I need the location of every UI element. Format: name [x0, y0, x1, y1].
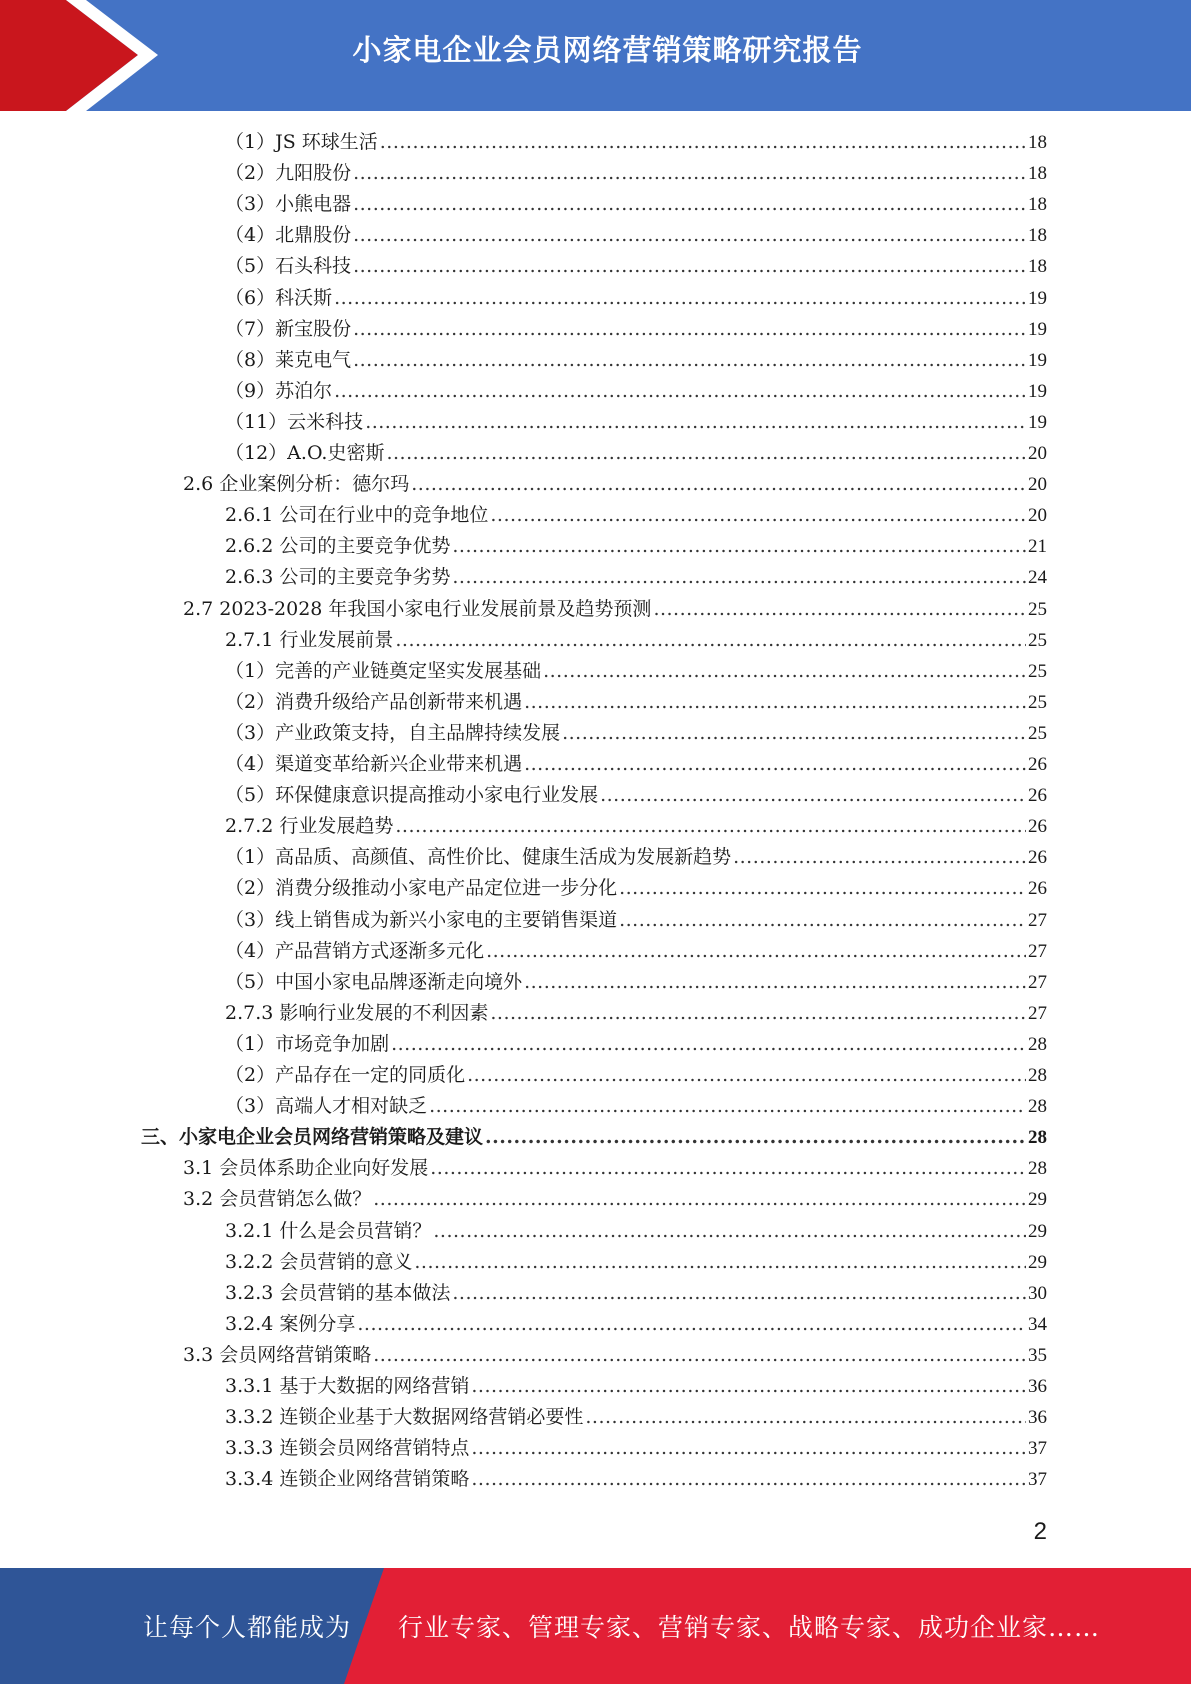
toc-entry[interactable]	[225, 1309, 1047, 1340]
footer-slogan-right: 行业专家、管理专家、营销专家、战略专家、成功企业家……	[398, 1613, 1101, 1642]
toc-entry-title: 2.7.1 行业发展前景	[225, 628, 394, 651]
toc-entry-title: （1）完善的产业链奠定坚实发展基础	[225, 659, 542, 682]
toc-entry-page: 28	[1028, 1127, 1047, 1149]
toc-entry-page: 18	[1028, 194, 1047, 216]
toc-entry[interactable]	[225, 842, 1047, 873]
toc-entry[interactable]	[225, 718, 1047, 749]
toc-entry-title: （9）苏泊尔	[225, 379, 333, 402]
toc-entry-title: （3）高端人才相对缺乏	[225, 1095, 428, 1118]
toc-dot-leader	[430, 1153, 1026, 1184]
toc-entry[interactable]	[225, 873, 1047, 904]
toc-entry[interactable]	[225, 905, 1047, 936]
toc-dot-leader	[429, 1091, 1026, 1122]
toc-dot-leader	[452, 1278, 1026, 1309]
toc-entry-page: 37	[1028, 1469, 1047, 1491]
toc-entry-page: 25	[1028, 691, 1047, 713]
toc-dot-leader	[373, 1340, 1026, 1371]
toc-entry-page: 37	[1028, 1438, 1047, 1460]
toc-entry-page: 20	[1028, 505, 1047, 527]
toc-dot-leader	[386, 438, 1026, 469]
toc-entry-page: 18	[1028, 225, 1047, 247]
toc-dot-leader	[353, 220, 1026, 251]
toc-dot-leader	[414, 1247, 1026, 1278]
toc-entry-title: 2.6.2 公司的主要竞争优势	[225, 535, 451, 558]
toc-entry-page: 36	[1028, 1376, 1047, 1397]
page-footer	[0, 1568, 1191, 1684]
toc-entry-page: 25	[1028, 660, 1047, 682]
toc-entry-title: （5）中国小家电品牌逐渐走向境外	[225, 970, 523, 993]
toc-entry[interactable]	[183, 594, 1047, 625]
toc-entry[interactable]	[225, 749, 1047, 780]
toc-entry[interactable]	[225, 407, 1047, 438]
toc-entry-title: （12）A.O.史密斯	[225, 442, 385, 464]
toc-entry-page: 18	[1028, 132, 1047, 153]
toc-dot-leader	[524, 687, 1026, 718]
toc-dot-leader	[353, 345, 1026, 376]
toc-entry[interactable]	[225, 1464, 1047, 1495]
toc-entry-title: 3.2.4 案例分享	[225, 1312, 356, 1335]
toc-dot-leader	[433, 1216, 1026, 1247]
toc-entry-title: 2.6 企业案例分析：德尔玛	[183, 473, 410, 496]
toc-dot-leader	[471, 1371, 1026, 1402]
toc-entry-page: 19	[1028, 318, 1047, 340]
toc-dot-leader	[619, 905, 1026, 936]
toc-entry-title: （7）新宝股份	[225, 317, 352, 340]
toc-dot-leader	[373, 1184, 1026, 1215]
toc-dot-leader	[733, 842, 1026, 873]
toc-entry-title: （4）产品营销方式逐渐多元化	[225, 939, 485, 962]
toc-entry-page: 20	[1028, 474, 1047, 496]
toc-entry-page: 25	[1028, 722, 1047, 744]
toc-entry[interactable]	[225, 189, 1047, 220]
toc-entry-page: 19	[1028, 287, 1047, 309]
toc-dot-leader	[353, 158, 1026, 189]
toc-dot-leader	[334, 376, 1026, 407]
toc-entry-page: 28	[1028, 1158, 1047, 1180]
toc-entry-page: 18	[1028, 256, 1047, 278]
toc-dot-leader	[353, 189, 1026, 220]
toc-entry-title: （1）JS 环球生活	[225, 131, 378, 153]
toc-entry-title: （4）北鼎股份	[225, 224, 352, 247]
toc-dot-leader	[543, 656, 1026, 687]
toc-dot-leader	[600, 780, 1026, 811]
page-header	[0, 0, 1191, 111]
toc-entry[interactable]	[225, 936, 1047, 967]
toc-entry-page: 29	[1028, 1220, 1047, 1242]
toc-entry[interactable]	[183, 469, 1047, 500]
toc-entry-page: 26	[1028, 816, 1047, 838]
toc-dot-leader	[653, 594, 1026, 625]
toc-entry[interactable]	[225, 345, 1047, 376]
toc-dot-leader	[357, 1309, 1026, 1340]
toc-entry[interactable]	[225, 998, 1047, 1029]
toc-entry-page: 25	[1028, 629, 1047, 651]
toc-entry-page: 26	[1028, 878, 1047, 900]
toc-entry-page: 30	[1028, 1282, 1047, 1304]
toc-dot-leader	[490, 500, 1026, 531]
toc-entry-title: 2.6.3 公司的主要竞争劣势	[225, 566, 451, 589]
toc-entry[interactable]	[225, 687, 1047, 718]
toc-entry-title: 3.3.4 连锁企业网络营销策略	[225, 1468, 470, 1491]
toc-dot-leader	[353, 251, 1026, 282]
toc-dot-leader	[471, 1464, 1026, 1495]
toc-entry-page: 18	[1028, 163, 1047, 185]
toc-entry-title: 2.6.1 公司在行业中的竞争地位	[225, 504, 489, 527]
toc-entry-page: 26	[1028, 847, 1047, 869]
toc-entry-title: 2.7.2 行业发展趋势	[225, 815, 394, 838]
toc-entry-page: 27	[1028, 1002, 1047, 1024]
toc-entry[interactable]	[225, 1216, 1047, 1247]
toc-entry-page: 27	[1028, 909, 1047, 931]
toc-dot-leader	[585, 1402, 1026, 1433]
toc-entry-title: （6）科沃斯	[225, 286, 333, 309]
toc-entry-page: 29	[1028, 1251, 1047, 1273]
toc-entry-page: 26	[1028, 785, 1047, 807]
toc-entry-page: 19	[1028, 380, 1047, 402]
toc-entry[interactable]	[183, 1184, 1047, 1215]
toc-entry-page: 34	[1028, 1313, 1047, 1335]
toc-entry[interactable]	[225, 251, 1047, 282]
toc-entry-page: 19	[1028, 349, 1047, 371]
toc-entry[interactable]	[225, 1278, 1047, 1309]
toc-entry-page: 28	[1028, 1096, 1047, 1118]
toc-dot-leader	[467, 1060, 1026, 1091]
toc-entry[interactable]	[225, 967, 1047, 998]
toc-entry-title: 3.2.2 会员营销的意义	[225, 1250, 413, 1273]
toc-entry[interactable]	[225, 1247, 1047, 1278]
toc-entry-title: （2）产品存在一定的同质化	[225, 1064, 466, 1086]
toc-dot-leader	[365, 407, 1026, 438]
toc-entry-title: 3.2.3 会员营销的基本做法	[225, 1281, 451, 1304]
page-number: 2	[1033, 1518, 1047, 1545]
toc-entry-page: 21	[1028, 536, 1047, 558]
toc-entry[interactable]	[225, 1029, 1047, 1060]
toc-entry[interactable]	[225, 500, 1047, 531]
document-title: 小家电企业会员网络营销策略研究报告	[352, 33, 863, 67]
toc-entry-title: 3.2.1 什么是会员营销？	[225, 1219, 432, 1242]
toc-entry[interactable]	[225, 531, 1047, 562]
toc-entry[interactable]	[225, 1402, 1047, 1433]
toc-entry-page: 28	[1028, 1033, 1047, 1055]
toc-entry-page: 27	[1028, 940, 1047, 962]
toc-entry-page: 25	[1028, 598, 1047, 620]
toc-entry-title: （3）产业政策支持，自主品牌持续发展	[225, 721, 561, 744]
toc-dot-leader	[524, 967, 1026, 998]
toc-dot-leader	[524, 749, 1026, 780]
toc-entry-page: 36	[1028, 1407, 1047, 1429]
toc-entry-page: 28	[1028, 1065, 1047, 1086]
toc-dot-leader	[486, 936, 1026, 967]
toc-entry-page: 26	[1028, 754, 1047, 775]
toc-dot-leader	[334, 283, 1026, 314]
toc-entry-title: （8）莱克电气	[225, 348, 352, 371]
toc-entry-title: 3.3.2 连锁企业基于大数据网络营销必要性	[225, 1406, 584, 1429]
toc-dot-leader	[411, 469, 1026, 500]
toc-entry-title: 3.3.3 连锁会员网络营销特点	[225, 1437, 470, 1460]
toc-entry-page: 35	[1028, 1344, 1047, 1366]
toc-entry[interactable]	[225, 1371, 1047, 1402]
toc-entry-title: 三、小家电企业会员网络营销策略及建议	[141, 1126, 484, 1149]
toc-entry[interactable]	[225, 562, 1047, 593]
toc-dot-leader	[562, 718, 1026, 749]
footer-slogan-left: 让每个人都能成为	[143, 1613, 352, 1642]
toc-entry-title: （2）消费升级给产品创新带来机遇	[225, 690, 523, 713]
toc-entry-title: （5）石头科技	[225, 255, 352, 278]
toc-dot-leader	[380, 127, 1026, 158]
toc-entry-title: （3）小熊电器	[225, 193, 352, 216]
toc-entry-title: （1）市场竞争加剧	[225, 1032, 390, 1055]
toc-entry[interactable]	[225, 220, 1047, 251]
toc-entry[interactable]	[183, 1153, 1047, 1184]
toc-dot-leader	[452, 562, 1026, 593]
toc-entry-title: （5）环保健康意识提高推动小家电行业发展	[225, 784, 599, 807]
toc-entry[interactable]	[225, 127, 1047, 158]
toc-dot-leader	[485, 1122, 1026, 1153]
toc-entry-title: （2）九阳股份	[225, 162, 352, 185]
toc-entry-title: 3.1 会员体系助企业向好发展	[183, 1157, 429, 1180]
toc-entry-title: （3）线上销售成为新兴小家电的主要销售渠道	[225, 908, 618, 931]
toc-dot-leader	[391, 1029, 1026, 1060]
toc-entry-title: （4）渠道变革给新兴企业带来机遇	[225, 753, 523, 775]
toc-entry-title: 2.7 2023-2028 年我国小家电行业发展前景及趋势预测	[183, 597, 652, 620]
toc-entry[interactable]	[225, 1433, 1047, 1464]
toc-entry[interactable]	[225, 376, 1047, 407]
toc-entry-title: （2）消费分级推动小家电产品定位进一步分化	[225, 877, 618, 900]
toc-dot-leader	[619, 873, 1026, 904]
toc-entry[interactable]	[225, 283, 1047, 314]
toc-entry-title: 2.7.3 影响行业发展的不利因素	[225, 1001, 489, 1024]
toc-entry-page: 19	[1028, 411, 1047, 433]
toc-entry-page: 20	[1028, 443, 1047, 464]
toc-entry-page: 27	[1028, 971, 1047, 993]
toc-entry[interactable]	[183, 1340, 1047, 1371]
toc-entry[interactable]	[225, 1060, 1047, 1091]
toc-entry[interactable]	[141, 1122, 1047, 1153]
toc-entry-page: 24	[1028, 567, 1047, 589]
toc-entry[interactable]	[225, 314, 1047, 345]
toc-entry-title: 3.2 会员营销怎么做？	[183, 1188, 372, 1211]
toc-entry[interactable]	[225, 811, 1047, 842]
toc-entry-page: 29	[1028, 1189, 1047, 1211]
toc-entry[interactable]	[225, 438, 1047, 469]
toc-entry[interactable]	[225, 1091, 1047, 1122]
toc-entry[interactable]	[225, 780, 1047, 811]
toc-entry-title: （1）高品质、高颜值、高性价比、健康生活成为发展新趋势	[225, 846, 732, 869]
toc-entry-title: （11）云米科技	[225, 410, 364, 433]
toc-entry[interactable]	[225, 656, 1047, 687]
toc-dot-leader	[471, 1433, 1026, 1464]
toc-entry[interactable]	[225, 158, 1047, 189]
toc-entry-title: 3.3.1 基于大数据的网络营销	[225, 1375, 470, 1397]
toc-dot-leader	[395, 625, 1026, 656]
toc-dot-leader	[395, 811, 1026, 842]
toc-entry[interactable]	[225, 625, 1047, 656]
toc-dot-leader	[490, 998, 1026, 1029]
toc-entry-title: 3.3 会员网络营销策略	[183, 1343, 372, 1366]
toc-dot-leader	[452, 531, 1026, 562]
toc-dot-leader	[353, 314, 1026, 345]
